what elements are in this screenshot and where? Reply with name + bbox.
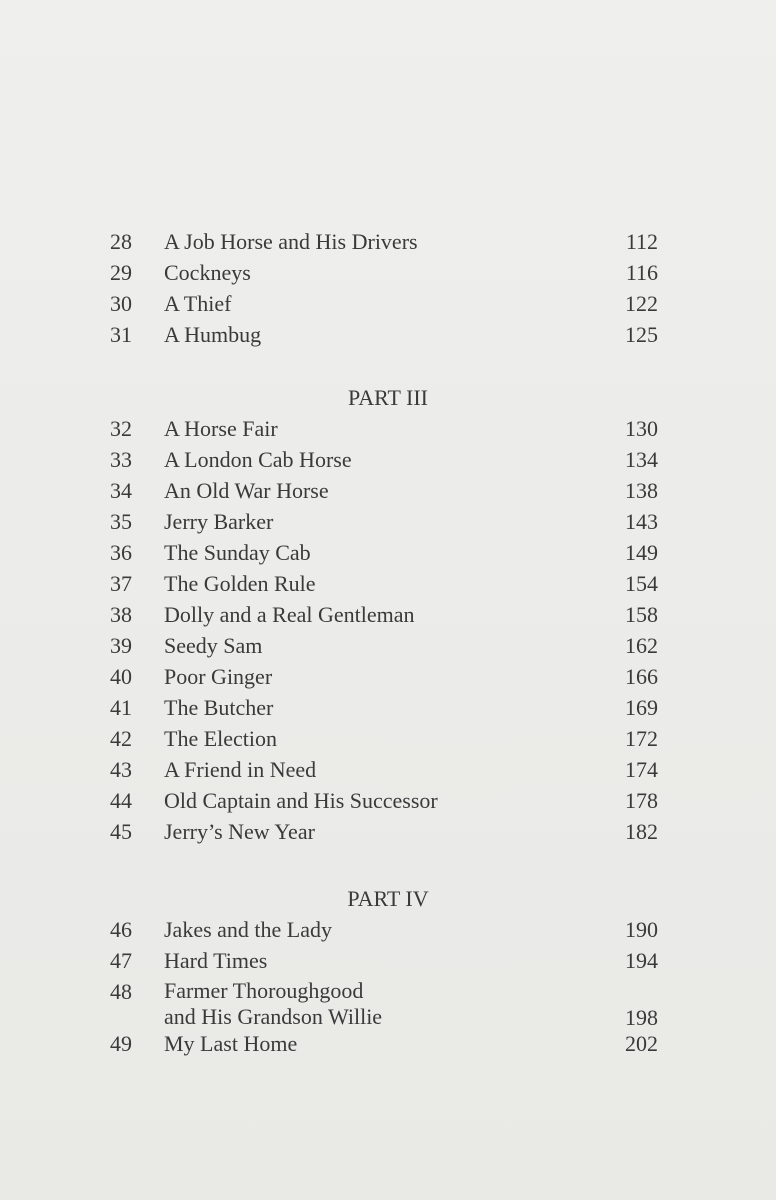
toc-entry [0, 816, 776, 847]
toc-entry [0, 785, 776, 816]
toc-entry [0, 661, 776, 692]
chapter-number: 36 [110, 540, 132, 565]
chapter-title: A London Cab Horse [164, 447, 352, 472]
page-number: 122 [625, 291, 658, 316]
chapter-number: 45 [110, 819, 132, 844]
toc-entry [0, 319, 776, 350]
chapter-title: The Butcher [164, 695, 274, 720]
page-number: 138 [625, 478, 658, 503]
chapter-number: 34 [110, 478, 132, 503]
chapter-title: Old Captain and His Successor [164, 788, 438, 813]
chapter-title-line-1: Farmer Thoroughgood [164, 978, 364, 1003]
chapter-title: A Humbug [164, 322, 262, 347]
chapter-number: 32 [110, 416, 132, 441]
toc-section-continued [0, 226, 776, 350]
page-number: 169 [625, 695, 658, 720]
toc-entry [0, 444, 776, 475]
page-number: 154 [625, 571, 658, 596]
chapter-title: Hard Times [164, 948, 268, 973]
toc-part-four [0, 883, 776, 1059]
page-number: 125 [625, 322, 658, 347]
chapter-number: 28 [110, 229, 132, 254]
chapter-title: A Job Horse and His Drivers [164, 229, 418, 254]
toc-entry [0, 945, 776, 976]
page-number: 190 [625, 917, 658, 942]
page-number: 134 [625, 447, 658, 472]
toc-entry [0, 537, 776, 568]
toc-entry [0, 288, 776, 319]
chapter-title: Cockneys [164, 260, 251, 285]
chapter-title: The Sunday Cab [164, 540, 311, 565]
chapter-number: 33 [110, 447, 132, 472]
page-number: 178 [625, 788, 658, 813]
toc-entry [0, 692, 776, 723]
page-number: 149 [625, 540, 658, 565]
page-number: 172 [625, 726, 658, 751]
toc-entry [0, 506, 776, 537]
chapter-number: 40 [110, 664, 132, 689]
page-number: 143 [625, 509, 658, 534]
chapter-number: 39 [110, 633, 132, 658]
chapter-title: An Old War Horse [164, 478, 329, 503]
page-number: 116 [625, 260, 658, 285]
chapter-number: 31 [110, 322, 132, 347]
chapter-number: 43 [110, 757, 132, 782]
toc-entry [0, 257, 776, 288]
chapter-number: 42 [110, 726, 132, 751]
page-number: 194 [625, 948, 658, 973]
chapter-title: Jerry’s New Year [164, 819, 315, 844]
chapter-number: 38 [110, 602, 132, 627]
chapter-title: The Election [164, 726, 278, 751]
toc-entry [0, 630, 776, 661]
chapter-title: A Horse Fair [164, 416, 278, 441]
toc-entry [0, 475, 776, 506]
chapter-title: A Friend in Need [164, 757, 317, 782]
page-number: 174 [625, 757, 658, 782]
toc-entry [0, 1028, 776, 1059]
toc-entry [0, 976, 776, 1028]
chapter-number: 44 [110, 788, 132, 813]
toc-entry [0, 754, 776, 785]
part-heading: PART III [348, 385, 428, 410]
chapter-title-line-2: and His Grandson Willie [164, 1004, 383, 1029]
chapter-title: Poor Ginger [164, 664, 273, 689]
page-number: 166 [625, 664, 658, 689]
page-number: 202 [625, 1031, 658, 1056]
toc-part-three [0, 382, 776, 847]
toc-entry [0, 226, 776, 257]
page-number: 112 [625, 229, 658, 254]
toc-entry [0, 914, 776, 945]
toc-entry [0, 599, 776, 630]
chapter-number: 30 [110, 291, 132, 316]
chapter-number: 37 [110, 571, 132, 596]
chapter-number: 47 [110, 948, 132, 973]
page-number: 158 [625, 602, 658, 627]
page-number: 182 [625, 819, 658, 844]
toc-entry [0, 413, 776, 444]
chapter-title: Jerry Barker [164, 509, 274, 534]
chapter-title: Dolly and a Real Gentleman [164, 602, 415, 627]
chapter-number: 48 [110, 979, 132, 1004]
page-number: 198 [625, 1005, 658, 1030]
page-number: 162 [625, 633, 658, 658]
chapter-number: 49 [110, 1031, 132, 1056]
chapter-title: A Thief [164, 291, 232, 316]
chapter-title: The Golden Rule [164, 571, 316, 596]
chapter-title [164, 978, 584, 1030]
chapter-number: 46 [110, 917, 132, 942]
toc-entry [0, 723, 776, 754]
chapter-title: Jakes and the Lady [164, 917, 332, 942]
spacer [0, 847, 776, 883]
table-of-contents [0, 226, 776, 1059]
toc-entry [0, 568, 776, 599]
chapter-title: My Last Home [164, 1031, 298, 1056]
chapter-title: Seedy Sam [164, 633, 263, 658]
chapter-number: 35 [110, 509, 132, 534]
page-number: 130 [625, 416, 658, 441]
spacer [0, 350, 776, 382]
chapter-number: 41 [110, 695, 132, 720]
chapter-number: 29 [110, 260, 132, 285]
part-heading: PART IV [347, 886, 429, 911]
